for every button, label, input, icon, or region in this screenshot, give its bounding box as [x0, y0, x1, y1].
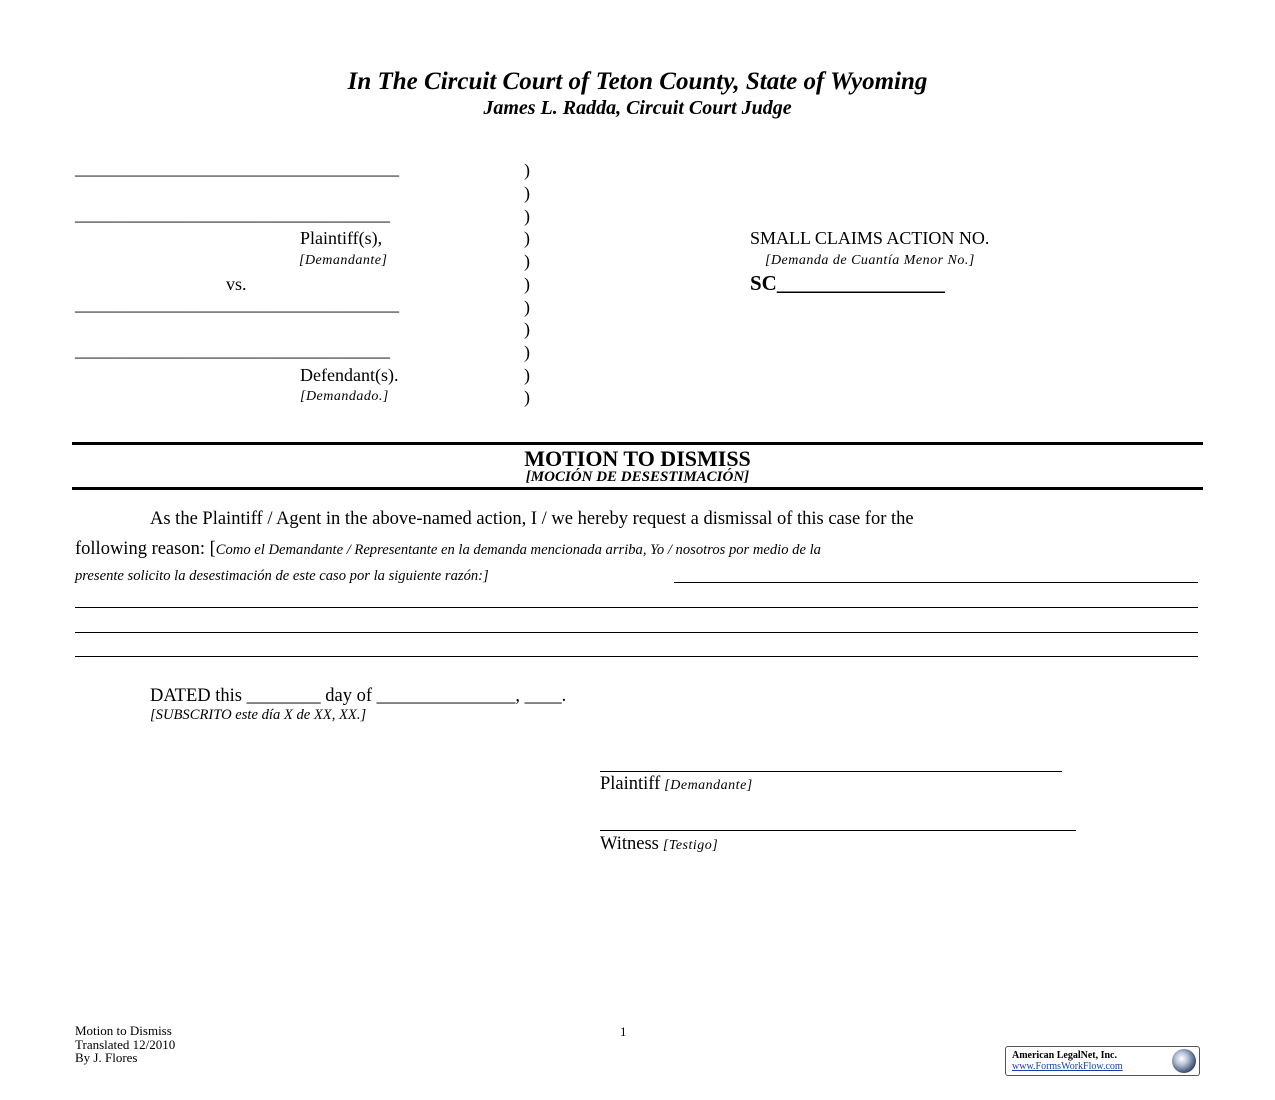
- footer-author: By J. Flores: [75, 1050, 138, 1065]
- reason-field-line-3[interactable]: [75, 632, 1198, 633]
- caption-paren: ): [524, 274, 530, 294]
- dated-line-es: [SUBSCRITO este día X de XX, XX.]: [150, 707, 367, 723]
- caption-paren: ): [524, 387, 530, 407]
- plaintiff-label: Plaintiff(s),: [300, 228, 383, 248]
- plaintiff-signature-label-en: Plaintiff: [600, 774, 661, 794]
- caption-paren: ): [524, 297, 530, 317]
- body-line-3-es: presente solicito la desestimación de este caso por la siguiente razón:]: [75, 568, 489, 584]
- logo-company-name: American LegalNet, Inc.: [1012, 1050, 1117, 1061]
- page-number: 1: [620, 1024, 627, 1039]
- plaintiff-signature-label-es: [Demandante]: [664, 778, 753, 793]
- title-rule-top: [72, 442, 1203, 445]
- judge-name: James L. Radda, Circuit Court Judge: [483, 97, 792, 119]
- caption-paren: ): [524, 319, 530, 339]
- defendant-label: Defendant(s).: [300, 365, 399, 385]
- body-line-2-en: following reason: [: [75, 539, 216, 559]
- caption-paren: ): [524, 160, 530, 180]
- globe-icon: [1172, 1049, 1196, 1073]
- footer-form-info: [75, 1024, 175, 1065]
- plaintiff-name-line-1[interactable]: ____________________________________: [75, 158, 399, 178]
- body-line-2-es: Como el Demandante / Representante en la demanda mencionada arriba, Yo / nosotros por medio de la: [215, 542, 821, 558]
- body-line-2: [75, 539, 821, 560]
- case-number-field[interactable]: SC________________: [750, 271, 945, 295]
- document-title-es: [MOCIÓN DE DESESTIMACIÓN]: [525, 469, 750, 485]
- logo-website-link[interactable]: www.FormsWorkFlow.com: [1012, 1061, 1123, 1072]
- footer-translated: Translated 12/2010: [75, 1036, 176, 1052]
- caption-paren: ): [524, 183, 530, 203]
- defendant-name-line-2[interactable]: ___________________________________: [75, 340, 390, 360]
- defendant-name-line-1[interactable]: ____________________________________: [75, 294, 399, 314]
- footer-form-name: Motion to Dismiss: [75, 1023, 172, 1038]
- plaintiff-name-line-2[interactable]: ___________________________________: [75, 204, 390, 224]
- plaintiff-signature-line[interactable]: [600, 771, 1062, 772]
- dated-line[interactable]: DATED this ________ day of _______________, ____.: [150, 686, 567, 706]
- versus-label: vs.: [226, 274, 247, 294]
- body-line-1: As the Plaintiff / Agent in the above-named action, I / we hereby request a dismissal of this case for the: [150, 509, 914, 529]
- witness-signature-label: [600, 834, 718, 855]
- document-title: MOTION TO DISMISS: [524, 446, 751, 471]
- reason-field-line-1[interactable]: [674, 582, 1198, 583]
- court-title: In The Circuit Court of Teton County, State of Wyoming: [347, 68, 928, 95]
- american-legalnet-logo[interactable]: [1005, 1046, 1200, 1076]
- witness-signature-line[interactable]: [600, 830, 1076, 831]
- caption-paren: ): [524, 365, 530, 385]
- defendant-label-es: [Demandado.]: [300, 389, 389, 404]
- caption-paren: ): [524, 206, 530, 226]
- caption-paren: ): [524, 251, 530, 271]
- plaintiff-label-es: [Demandante]: [299, 253, 388, 268]
- reason-field-line-2[interactable]: [75, 607, 1198, 608]
- title-rule-bottom: [72, 487, 1203, 490]
- caption-paren: ): [524, 228, 530, 248]
- caption-paren: ): [524, 342, 530, 362]
- witness-signature-label-es: [Testigo]: [662, 838, 719, 853]
- reason-field-line-4[interactable]: [75, 656, 1198, 657]
- action-number-label-es: [Demanda de Cuantía Menor No.]: [765, 253, 975, 268]
- plaintiff-signature-label: [600, 774, 753, 795]
- witness-signature-label-en: Witness: [600, 834, 659, 854]
- action-number-label: SMALL CLAIMS ACTION NO.: [750, 228, 990, 248]
